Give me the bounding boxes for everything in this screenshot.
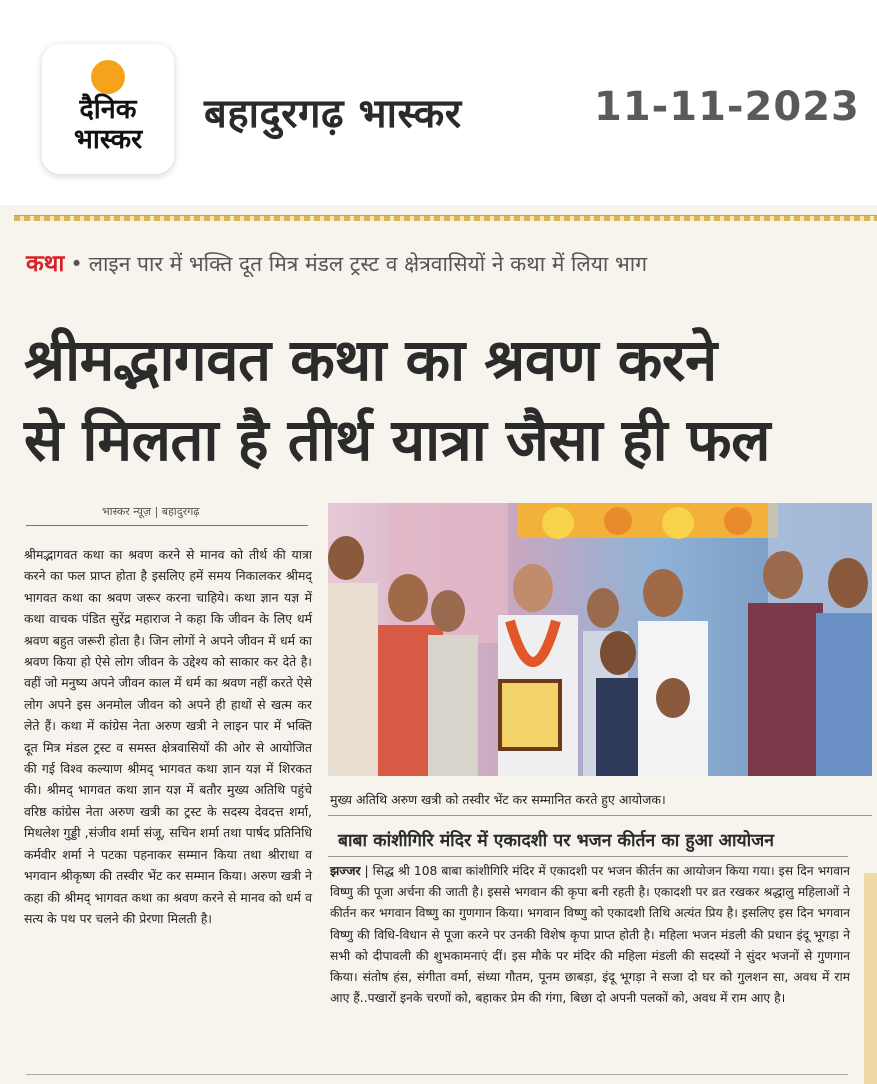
kicker-tag: कथा xyxy=(26,251,65,277)
bullet-dot: • xyxy=(70,252,83,276)
second-article-headline: बाबा कांशीगिरि मंदिर में एकादशी पर भजन कीर्तन का हुआ आयोजन xyxy=(338,831,774,851)
second-article-body: झज्जर | सिद्ध श्री 108 बाबा कांशीगिरि मंदिर में एकादशी पर भजन कीर्तन का आयोजन किया गया। इस दिन भगवान विष्णु की पूजा अर्चना की जाती है। इससे भगवान की कृपा बनी रहती है। एकादशी पर व्रत रखकर श्रद्धालु महिलाओं ने कीर्तन कर भगवान विष्णु का गुणगान किया। भगवान विष्णु को एकादशी तिथि अत्यंत प्रिय है। इसलिए इस दिन भगवान विष्णु की विधि-विधान से पूजा करने पर उनकी विशेष कृपा प्राप्त होती है। महिला भजन मंडली की प्रधान इंदू भूगड़ा ने सभी को दीपावली की शुभकामनाएं दीं। इस मौके पर मंदिर की महिला मंडली की सदस्यों ने सुंदर भजनों से गुणगान किया। संतोष हंस, संगीता वर्मा, संध्या गौतम, पूनम छाबड़ा, इंदू भूगड़ा ने सजा दो घर को गुलशन सा, अवध में राम आए हैं..पखारों इनके चरणों को, बहाकर प्रेम की गंगा, बिछा दो अपनी पलकों को, अवध में राम आए है। xyxy=(330,864,850,1006)
screen-header xyxy=(0,0,877,205)
photo-caption: मुख्य अतिथि अरुण खत्री को तस्वीर भेंट कर सम्मानित करते हुए आयोजक। xyxy=(330,792,666,807)
article-kicker xyxy=(26,246,647,278)
news-photo[interactable] xyxy=(328,503,872,776)
photo-illustration xyxy=(328,503,872,776)
edition-date: 11-11-2023 xyxy=(594,84,860,130)
article-body: श्रीमद्भागवत कथा का श्रवण करने से मानव को तीर्थ की यात्रा करने का फल प्राप्त होता है इसलिए हमें समय निकालकर श्रीमद् भागवत कथा का श्रवण जरूर करना चाहिये। कथा ज्ञान यज्ञ में कथा वाचक पंडित सुरेंद्र महाराज ने कहा कि जीवन के लिए धर्म श्रवण बहुत जरूरी होता है। जिन लोगों ने अपने जीवन में धर्म का श्रवण किया हो ऐसे लोग जीवन के उद्देश्य को साकार कर देते है। वहीं जो मनुष्य अपने जीवन काल में धर्म का श्रवण नहीं करते ऐसे लोग अपने इस अनमोल जीवन को अपने ही हाथों से खत्म कर लेते हैं। कथा में कांग्रेस नेता अरुण खत्री ने लाइन पार में भक्ति दूत मित्र मंडल ट्रस्ट व समस्त क्षेत्रवासियों की ओर से आयोजित की गई विश्व कल्याण श्रीमद् भागवत कथा ज्ञान यज्ञ में शिरकत की। श्रीमद् भागवत कथा ज्ञान यज्ञ में बतौर मुख्य अतिथि पहुंचे वरिष्ठ कांग्रेस नेता अरुण खत्री का ट्रस्ट के सदस्य देवदत्त शर्मा, मिथलेश गुड्डी ,संजीव शर्मा संजू, सचिन शर्मा तथा पार्षद प्रतिनिधि कर्मवीर शर्मा ने पटका पहनाकर सम्मान किया तथा श्रीराधा व भगवान श्रीकृष्ण की तस्वीर भेंट कर सम्मान किया। अरुण खत्री ने कहा की श्रीमद् भागवत कथा का श्रवण करने से मानव को धर्म व सत्य के पथ पर चलने की प्रेरणा मिलती है। xyxy=(24,547,312,926)
divider xyxy=(328,856,848,857)
second-article-place: झज्जर xyxy=(330,864,361,878)
headline-line-2: से मिलता है तीर्थ यात्रा जैसा ही फल xyxy=(24,406,770,474)
divider xyxy=(328,815,872,816)
divider xyxy=(26,1074,848,1075)
headline-line-1: श्रीमद्भागवत कथा का श्रवण करने xyxy=(24,326,717,394)
second-article-text: सिद्ध श्री 108 बाबा कांशीगिरि मंदिर में एकादशी पर भजन कीर्तन का आयोजन किया गया। इस दिन भगवान विष्णु की पूजा अर्चना की जाती है। इससे भगवान की कृपा बनी रहती है। एकादशी पर व्रत रखकर श्रद्धालु महिलाओं ने कीर्तन कर भगवान विष्णु का गुणगान किया। भगवान विष्णु को एकादशी तिथि अत्यंत प्रिय है। इसलिए इस दिन भगवान विष्णु की विधि-विधान से पूजा करने पर उनकी विशेष कृपा प्राप्त होती है। महिला भजन मंडली की प्रधान इंदू भूगड़ा ने सभी को दीपावली की शुभकामनाएं दीं। इस मौके पर मंदिर की महिला मंडली की सदस्यों ने सुंदर भजनों से गुणगान किया। संतोष हंस, संगीता वर्मा, संध्या गौतम, पूनम छाबड़ा, इंदू भूगड़ा ने सजा दो घर को गुलशन सा, अवध में राम आए हैं..पखारों इनके चरणों को, बहाकर प्रेम की गंगा, बिछा दो अपनी पलकों को, अवध में राम आए है। xyxy=(330,864,850,1006)
edition-name: बहादुरगढ़ भास्कर xyxy=(204,91,462,137)
dateline: भास्कर न्यूज़ | बहादुरगढ़ xyxy=(102,505,200,518)
kicker-text: लाइन पार में भक्ति दूत मित्र मंडल ट्रस्ट व क्षेत्रवासियों ने कथा में लिया भाग xyxy=(88,252,648,276)
logo-text-line1: दैनिक xyxy=(79,94,137,125)
sun-icon xyxy=(91,60,125,94)
decorative-border xyxy=(14,215,877,221)
logo-text-line2: भास्कर xyxy=(73,124,143,155)
divider xyxy=(26,525,308,526)
adjacent-ad-strip xyxy=(864,873,877,1084)
dainik-bhaskar-logo[interactable] xyxy=(42,44,174,174)
